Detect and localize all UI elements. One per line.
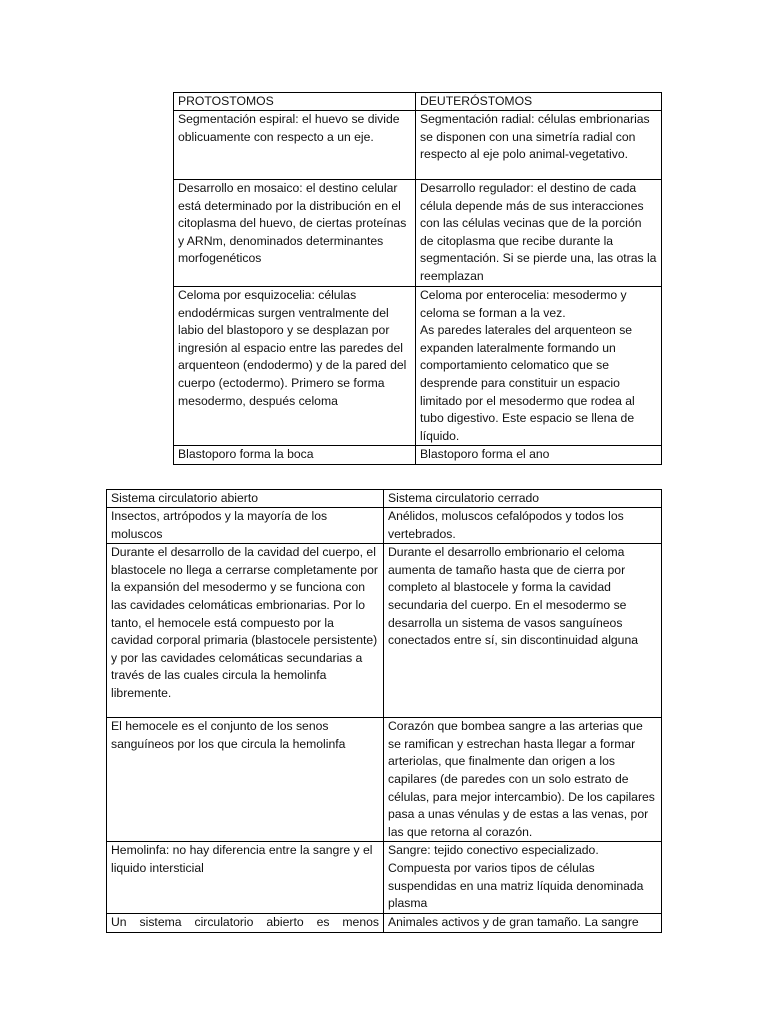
table-header-row — [107, 490, 662, 508]
cell-abierto: Hemolinfa: no hay diferencia entre la sangre y el liquido intersticial — [107, 842, 384, 913]
table-row — [107, 718, 662, 842]
table-row — [107, 842, 662, 913]
table-row — [174, 287, 662, 446]
sistema-circulatorio-table — [106, 489, 662, 933]
table-header-row — [174, 93, 662, 111]
cell-cerrado: Anélidos, moluscos cefalópodos y todos los vertebrados. — [384, 508, 662, 544]
cell-cerrado: Durante el desarrollo embrionario el celoma aumenta de tamaño hasta que de cierra por completo al blastocele y forma la cavidad secundaria del cuerpo. En el mesodermo se desarrolla un sistema de vasos sanguíneos conectados entre sí, sin discontinuidad alguna — [384, 544, 662, 718]
table-row — [107, 544, 662, 718]
cell-protostomos: Celoma por esquizocelia: células endodérmicas surgen ventralmente del labio del blastoporo y se desplazan por ingresión al espacio entre las paredes del arquenteon (endodermo) y de la pared del cuerpo (ectodermo). Primero se forma mesodermo, después celoma — [174, 287, 416, 446]
cell-abierto: El hemocele es el conjunto de los senos sanguíneos por los que circula la hemolinfa — [107, 718, 384, 842]
cell-cerrado: Corazón que bombea sangre a las arterias que se ramifican y estrechan hasta llegar a formar arteriolas, que finalmente dan origen a los capilares (de paredes con un solo estrato de células, para mejor intercambio). De los capilares pasa a unas vénulas y de estas a las venas, por las que retorna al corazón. — [384, 718, 662, 842]
cell-protostomos: Blastoporo forma la boca — [174, 446, 416, 465]
cell-abierto: Un sistema circulatorio abierto es menos — [107, 913, 384, 932]
table-row — [107, 913, 662, 932]
cell-deuterostomos: Segmentación radial: células embrionarias se disponen con una simetría radial con respecto al eje polo animal-vegetativo. — [416, 111, 662, 180]
header-protostomos: PROTOSTOMOS — [174, 93, 416, 111]
header-cerrado: Sistema circulatorio cerrado — [384, 490, 662, 508]
cell-deuterostomos: Blastoporo forma el ano — [416, 446, 662, 465]
cell-abierto: Insectos, artrópodos y la mayoría de los moluscos — [107, 508, 384, 544]
cell-cerrado: Sangre: tejido conectivo especializado. Compuesta por varios tipos de células suspendidas en una matriz líquida denominada plasma — [384, 842, 662, 913]
table-row — [174, 111, 662, 180]
header-abierto: Sistema circulatorio abierto — [107, 490, 384, 508]
table-row — [174, 446, 662, 465]
table-row — [174, 180, 662, 287]
cell-cerrado: Animales activos y de gran tamaño. La sangre — [384, 913, 662, 932]
cell-deuterostomos: Celoma por enterocelia: mesodermo y celoma se forman a la vez. As paredes laterales del arquenteon se expanden lateralmente formando un comportamiento celomatico que se desprende para constituir un espacio limitado por el mesodermo que rodea al tubo digestivo. Este espacio se llena de líquido. — [416, 287, 662, 446]
table-row — [107, 508, 662, 544]
cell-protostomos: Segmentación espiral: el huevo se divide oblicuamente con respecto a un eje. — [174, 111, 416, 180]
cell-abierto: Durante el desarrollo de la cavidad del cuerpo, el blastocele no llega a cerrarse completamente por la expansión del mesodermo y se funciona con las cavidades celomáticas embrionarias. Por lo tanto, el hemocele está compuesto por la cavidad corporal primaria (blastocele persistente) y por las cavidades celomáticas secundarias a través de las cuales circula la hemolinfa libremente. — [107, 544, 384, 718]
header-deuterostomos: DEUTERÓSTOMOS — [416, 93, 662, 111]
protostomos-deuterostomos-table — [173, 92, 662, 465]
cell-protostomos: Desarrollo en mosaico: el destino celular está determinado por la distribución en el citoplasma del huevo, de ciertas proteínas y ARNm, denominados determinantes morfogenéticos — [174, 180, 416, 287]
cell-deuterostomos: Desarrollo regulador: el destino de cada célula depende más de sus interacciones con las células vecinas que de la porción de citoplasma que recibe durante la segmentación. Si se pierde una, las otras la reemplazan — [416, 180, 662, 287]
